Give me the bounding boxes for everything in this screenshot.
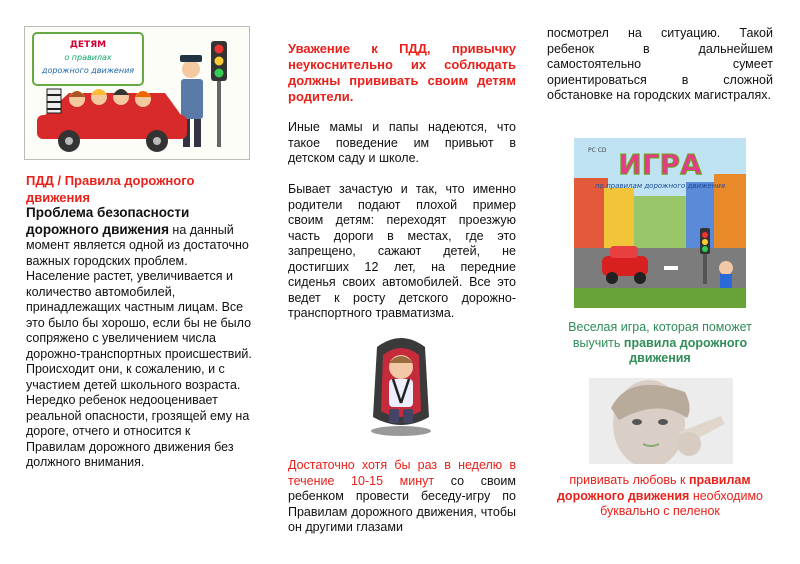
child-portrait-image — [589, 378, 733, 464]
problem-bold-text: Проблема безопасности дорожного движения — [26, 205, 190, 237]
love-rules-plain-2: необходимо буквально с пеленок — [600, 488, 763, 518]
child-car-seat-image — [363, 333, 439, 437]
situation-paragraph: посмотрел на ситуацию. Такой ребенок в дальнейшем самостоятельно сумеет ориентироваться в сложной обстановке на городских магистралях. — [547, 26, 773, 102]
traffic-game-cover-image — [574, 138, 746, 308]
bad-example-paragraph: Бывает зачастую и так, что именно родители подают плохой пример своим детям: переходят проезжую часть дороги в местах, где это запрещено, сажают детей, не достигших 12 лет, на передние сиденья своих автомобилей. Все это ведет к росту детского дорожно-транспортного травматизма. — [288, 182, 516, 320]
intro-text-block — [26, 205, 252, 471]
poster-title-line-2: о правилах — [64, 53, 112, 62]
game-subtitle: по правилам дорожного движения — [594, 182, 726, 190]
middle-heading: Уважение к ПДД, привычку неукоснительно их соблюдать должны прививать своим детям родители. — [288, 41, 516, 104]
game-caption-plain: Веселая игра, которая поможет выучить — [568, 320, 752, 350]
weekly-talk-highlight: Достаточно хотя бы раз в неделю в течение 10-15 минут — [288, 458, 516, 488]
problem-paragraph — [26, 205, 252, 269]
car-seat-illustration — [363, 333, 439, 437]
weekly-talk-paragraph — [288, 458, 516, 536]
traffic-poster-illustration — [25, 27, 249, 159]
population-paragraph: Население растет, увеличивается и количество автомобилей, принадлежащих частным лицам. Все это было бы хорошо, если бы не было сопряжено с увеличением числа дорожно-транспортных происшествий. Происходит они, к сожалению, и с участием детей школьного возраста. Нередко ребенок недооценивает реальной опасности, грозящей ему на дороге, отчего и относится к Правилам дорожного движения без должного внимания. — [26, 269, 252, 469]
game-caption-bold: правила дорожного движения — [623, 335, 748, 365]
poster-title-line-3: дорожного движения — [41, 66, 135, 75]
game-badge: PC CD — [588, 147, 607, 154]
poster-title-line-1: ДЕТЯМ — [69, 40, 107, 50]
game-title: ИГРА — [618, 148, 702, 181]
parents-hope-paragraph: Иные мамы и папы надеются, что такое поведение им привьют в детском саду и школе. — [288, 120, 516, 165]
game-caption — [547, 320, 773, 367]
traffic-poster-image — [24, 26, 250, 160]
section-title: ПДД / Правила дорожного движения — [26, 173, 195, 205]
game-cover-illustration — [574, 138, 746, 308]
child-portrait-illustration — [589, 378, 733, 464]
problem-rest-text: на данный момент является одной из достаточно важных городских проблем. — [26, 222, 249, 268]
love-rules-caption — [547, 473, 773, 520]
love-rules-plain-1: прививать любовь к — [569, 473, 689, 487]
weekly-talk-rest: со своим ребенком провести беседу-игру по Правилам дорожного движения, чтобы он другими глазами — [288, 473, 516, 534]
love-rules-bold: правилам дорожного движения — [557, 473, 751, 503]
